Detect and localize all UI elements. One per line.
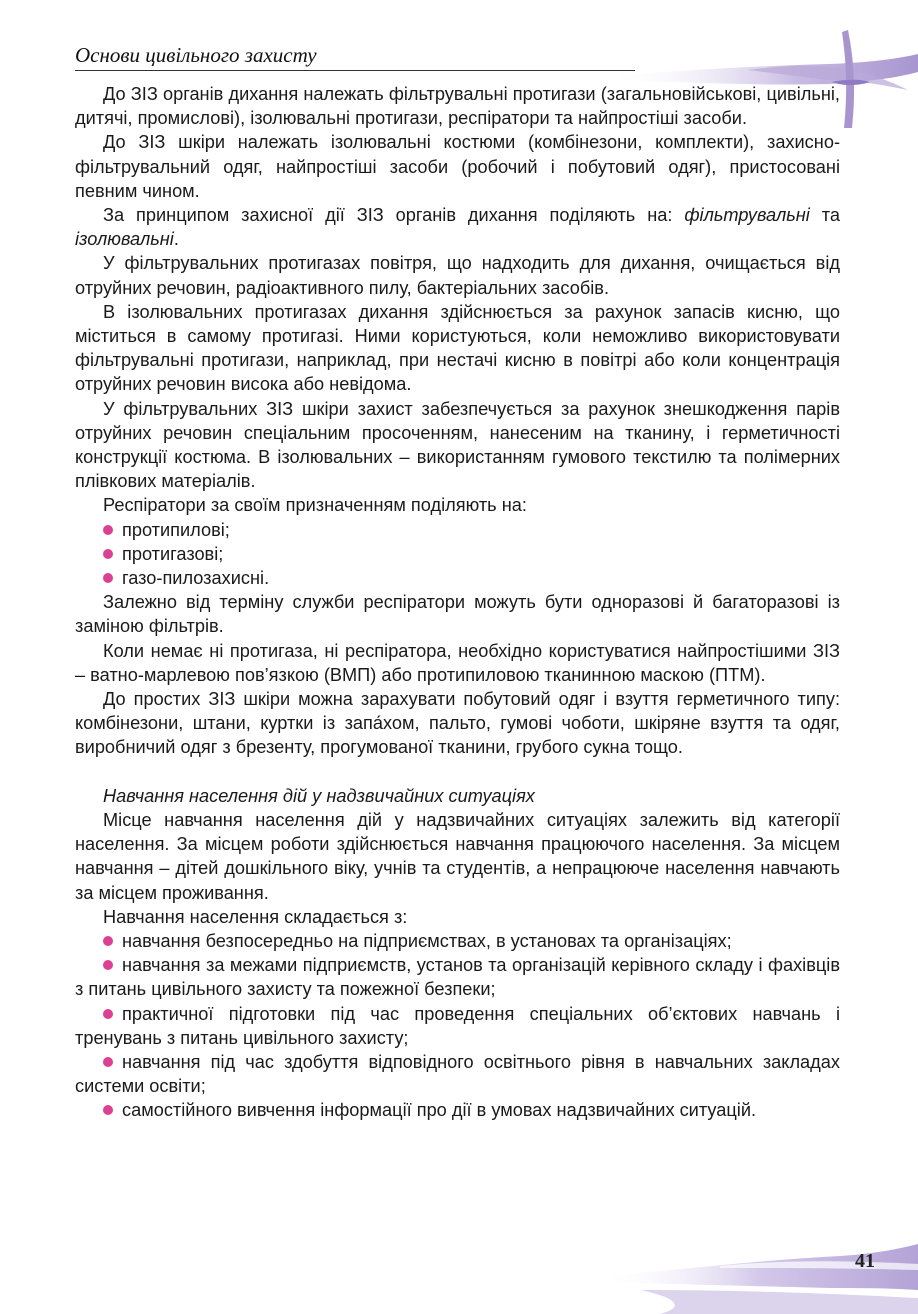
list-item [75,542,840,566]
paragraph: Залежно від терміну служби респіратори можуть бути одноразові й багаторазові із заміною фільтрів. [75,592,840,637]
header-rule [75,70,635,71]
text-run: та [809,205,840,226]
list-item [75,518,840,542]
paragraph [75,203,840,251]
paragraph: До простих ЗІЗ шкіри можна зарахувати побутовий одяг і взуття герметичного типу: комбінезони, штани, куртки із запа́хом, пальто, гумові чоботи, шкіряне взуття та одяг, виробничий одяг з брезенту, прогумованої тканини, грубого сукна тощо. [75,689,840,758]
paragraph: Коли немає ні протигаза, ні респіратора, необхідно користуватися найпростішими ЗІЗ – ватно-марлевою пов’язкою (ВМП) або протипиловою тканинною маскою (ПТМ). [75,640,840,685]
list-item-text: навчання безпосередньо на підприємствах, в установах та організаціях; [122,930,732,951]
paragraph: У фільтрувальних ЗІЗ шкіри захист забезпечується за рахунок знешкодження парів отруйних речовин спеціальним просоченням, нанесеним на тканину, і герметичності конструкції костюма. В ізолювальних – використанням гумового текстилю та полімерних плівкових матеріалів. [75,398,840,492]
text-run: . [173,229,179,250]
list-item [75,1002,840,1050]
bullet-icon [103,936,113,946]
list-item [75,1098,840,1122]
list-item-text: протипилові; [122,519,230,540]
section-subheading: Навчання населення дій у надзвичайних ситуаціях [103,785,535,806]
bullet-icon [103,1009,113,1019]
emphasis-term: ізолювальні [75,229,174,250]
list-item-text: самостійного вивчення інформації про дії в умовах надзвичайних ситуацій. [122,1100,757,1121]
page-number: 41 [855,1250,875,1272]
list-item [75,566,840,590]
list-item [75,929,840,953]
bullet-icon [103,1105,113,1115]
text-run: За принципом захисної дії ЗІЗ органів дихання поділяють на: [103,205,685,226]
paragraph: До ЗІЗ органів дихання належать фільтрувальні протигази (загальновійськові, цивільні, дитячі, промислові), ізолювальні протигази, респіратори та найпростіші засоби. [75,84,840,129]
bullet-icon [103,549,113,559]
paragraph: В ізолювальних протигазах дихання здійснюється за рахунок запасів кисню, що міститься в самому протигазі. Ними користуються, коли неможливо використовувати фільтрувальні протигази, наприклад, при нестачі кисню в повітрі або коли концентрація отруйних речовин висока або невідома. [75,301,840,395]
paragraph: Респіратори за своїм призначенням поділяють на: [103,495,527,516]
paragraph: Навчання населення складається з: [103,906,408,927]
list-item-text: протигазові; [122,543,224,564]
list-item [75,1050,840,1098]
emphasis-term: фільтрувальні [684,205,810,226]
paragraph: Місце навчання населення дій у надзвичайних ситуаціях залежить від категорії населення. За місцем роботи здійснюється навчання працюючого населення. За місцем навчання – дітей дошкільного віку, учнів та студентів, а непрацююче населення навчають за місцем проживання. [75,809,840,903]
list-item-text: газо-пилозахисні. [122,568,270,589]
list-item [75,953,840,1001]
page-body [75,82,840,1123]
list-item-text: навчання під час здобуття відповідного освітнього рівня в навчальних закладах системи освіти; [75,1051,840,1097]
section-gap [75,760,840,784]
running-header: Основи цивільного захисту [75,43,317,67]
paragraph: До ЗІЗ шкіри належать ізолювальні костюми (комбінезони, комплекти), захисно-фільтрувальний одяг, найпростіші засоби (робочий і побутовий одяг), пристосовані певним чином. [75,132,840,201]
bullet-icon [103,1057,113,1067]
paragraph: У фільтрувальних протигазах повітря, що надходить для дихання, очищається від отруйних речовин, радіоактивного пилу, бактеріальних засобів. [75,253,840,298]
bullet-icon [103,573,113,583]
bullet-icon [103,960,113,970]
list-item-text: практичної підготовки під час проведення спеціальних об’єктових навчань і тренувань з питань цивільного захисту; [75,1003,840,1048]
list-item-text: навчання за межами підприємств, установ та організацій керівного складу і фахівців з питань цивільного захисту та пожежної безпеки; [75,955,840,1000]
bullet-icon [103,525,113,535]
